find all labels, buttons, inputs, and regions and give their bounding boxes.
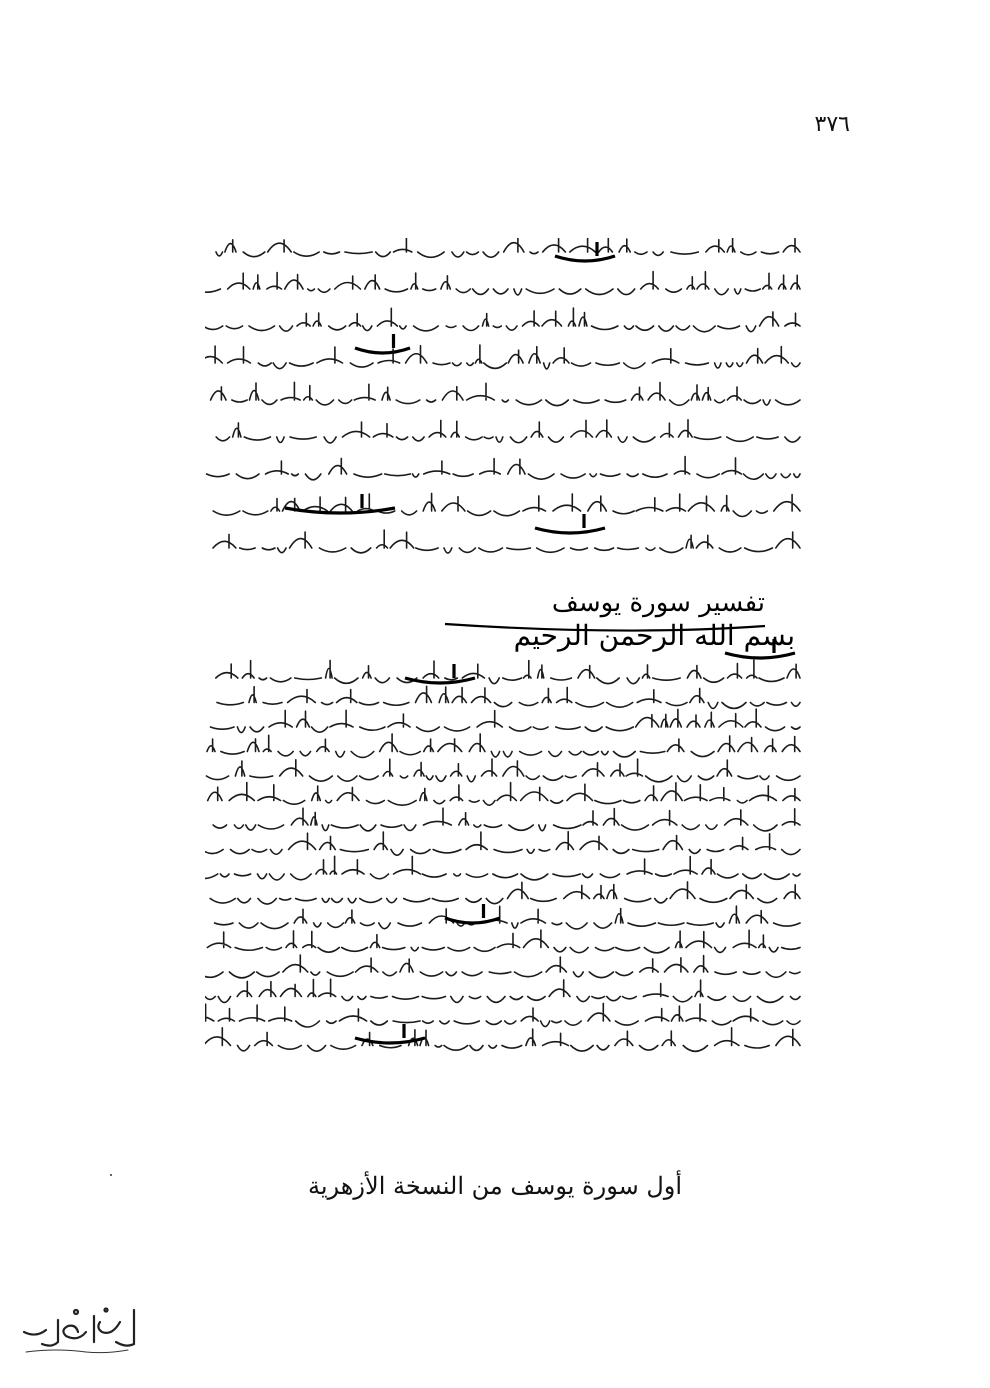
caption: أول سورة يوسف من النسخة الأزهرية [307, 1172, 683, 1200]
handwriting-line [217, 686, 800, 708]
manuscript-handwriting [205, 238, 805, 1068]
handwriting-line [207, 457, 800, 480]
emphasis-word [405, 664, 475, 683]
handwriting-line [205, 979, 800, 1002]
stamp-logo [16, 1302, 140, 1358]
manuscript-image [205, 238, 805, 1068]
emphasis-word [285, 494, 395, 513]
handwriting-line [211, 709, 801, 733]
bismillah: بسم الله الرحمن الرحيم [513, 619, 795, 652]
handwriting-line [205, 272, 800, 295]
handwriting-line [215, 906, 800, 929]
handwriting-line [207, 734, 800, 758]
handwriting-line [213, 493, 800, 516]
handwriting-line [205, 308, 800, 332]
handwriting-line [216, 420, 800, 443]
handwriting-line [211, 382, 800, 405]
handwriting-line [205, 955, 800, 978]
surah-heading: تفسير سورة يوسف [551, 588, 765, 618]
handwriting-line [205, 345, 800, 369]
handwriting-line [207, 930, 800, 953]
handwriting-line [205, 856, 800, 880]
emphasis-word [445, 904, 500, 923]
emphasis-word [355, 334, 410, 353]
handwriting-line [210, 882, 800, 904]
handwriting-line [213, 530, 800, 553]
handwriting-line [208, 783, 800, 806]
handwriting-line [216, 660, 800, 684]
handwriting-line [205, 1003, 800, 1027]
page-number: ٣٧٦ [814, 112, 850, 137]
handwriting-line [205, 1028, 800, 1052]
emphasis-word [535, 514, 605, 533]
handwriting-line [213, 808, 800, 831]
handwriting-line [216, 238, 800, 257]
handwriting-line [205, 832, 800, 856]
handwriting-line [206, 759, 800, 782]
